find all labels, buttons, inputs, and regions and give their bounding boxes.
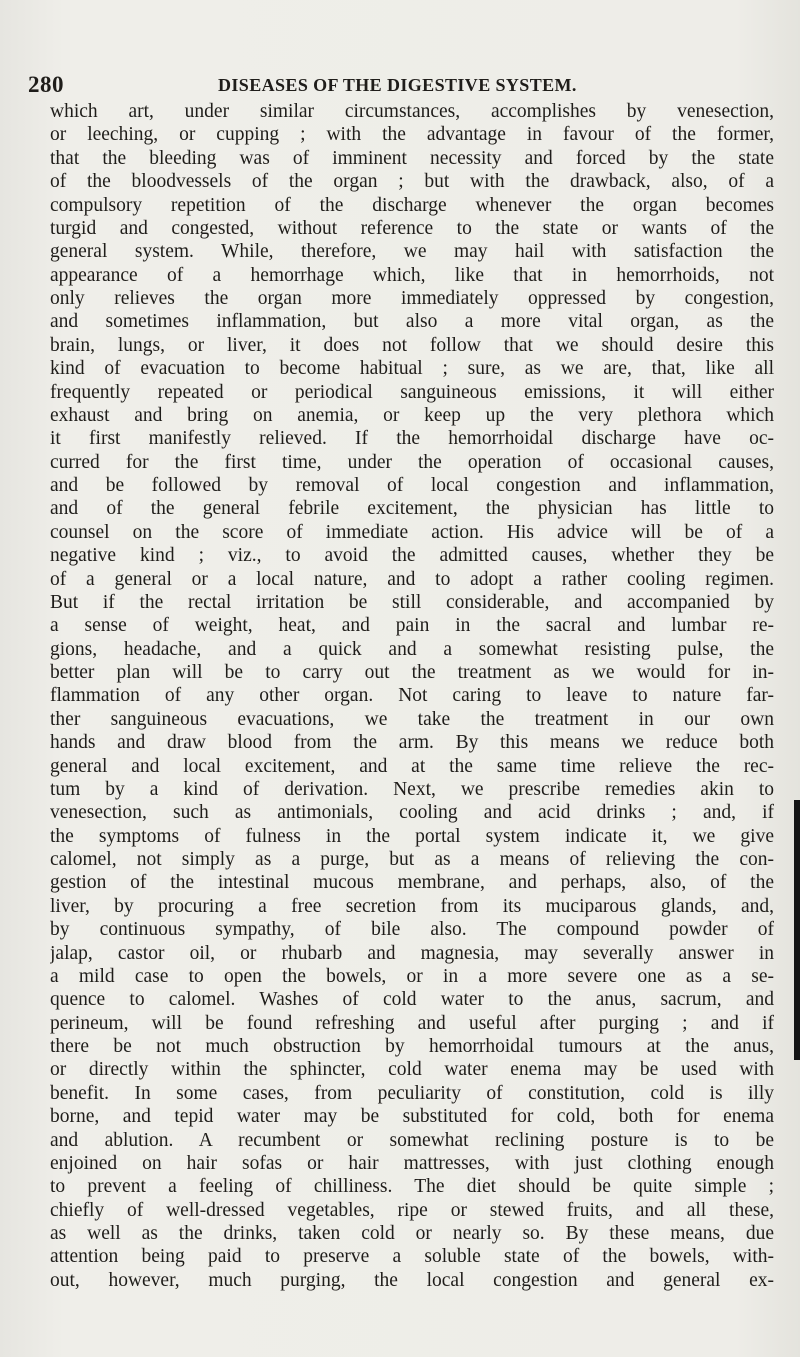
page-number: 280 bbox=[28, 72, 64, 97]
text-line: chiefly of well-dressed vegetables, ripe or stewed fruits, and all these, bbox=[50, 1199, 774, 1221]
text-line: gestion of the intestinal mucous membrane, and perhaps, also, of the bbox=[50, 872, 774, 894]
text-line: kind of evacuation to become habitual ; sure, as we are, that, like all bbox=[50, 358, 774, 380]
text-line: a sense of weight, heat, and pain in the sacral and lumbar re- bbox=[50, 615, 774, 637]
text-line: the symptoms of fulness in the portal system indicate it, we give bbox=[50, 825, 774, 847]
text-line: ther sanguineous evacuations, we take the treatment in our own bbox=[50, 708, 774, 730]
text-line: or directly within the sphincter, cold water enema may be used with bbox=[50, 1059, 774, 1081]
text-line: and sometimes inflammation, but also a more vital organ, as the bbox=[50, 311, 774, 333]
text-line: gions, headache, and a quick and a somewhat resisting pulse, the bbox=[50, 638, 774, 660]
running-head: DISEASES OF THE DIGESTIVE SYSTEM. bbox=[218, 75, 577, 95]
text-line: enjoined on hair sofas or hair mattresses, with just clothing enough bbox=[50, 1152, 774, 1174]
text-line: out, however, much purging, the local congestion and general ex- bbox=[50, 1269, 774, 1291]
text-line: counsel on the score of immediate action. His advice will be of a bbox=[50, 521, 774, 543]
text-line: it first manifestly relieved. If the hemorrhoidal discharge have oc- bbox=[50, 428, 774, 450]
text-line: and ablution. A recumbent or somewhat reclining posture is to be bbox=[50, 1129, 774, 1151]
text-line: But if the rectal irritation be still considerable, and accompanied by bbox=[50, 591, 774, 613]
text-line: exhaust and bring on anemia, or keep up the very plethora which bbox=[50, 404, 774, 426]
text-line: and of the general febrile excitement, the physician has little to bbox=[50, 498, 774, 520]
text-line: a mild case to open the bowels, or in a more severe one as a se- bbox=[50, 965, 774, 987]
text-line: that the bleeding was of imminent necessity and forced by the state bbox=[50, 147, 774, 169]
text-line: hands and draw blood from the arm. By this means we reduce both bbox=[50, 732, 774, 754]
text-line: venesection, such as antimonials, cooling and acid drinks ; and, if bbox=[50, 802, 774, 824]
text-line: liver, by procuring a free secretion from its muciparous glands, and, bbox=[50, 895, 774, 917]
text-line: curred for the first time, under the operation of occasional causes, bbox=[50, 451, 774, 473]
text-line: borne, and tepid water may be substituted for cold, both for enema bbox=[50, 1106, 774, 1128]
text-line: general and local excitement, and at the same time relieve the rec- bbox=[50, 755, 774, 777]
text-line: and be followed by removal of local congestion and inflammation, bbox=[50, 475, 774, 496]
text-line: of a general or a local nature, and to adopt a rather cooling regimen. bbox=[50, 568, 774, 590]
page-header bbox=[28, 72, 768, 102]
text-line: general system. While, therefore, we may hail with satisfaction the bbox=[50, 241, 774, 263]
text-line: tum by a kind of derivation. Next, we prescribe remedies akin to bbox=[50, 778, 774, 800]
text-line: quence to calomel. Washes of cold water to the anus, sacrum, and bbox=[50, 989, 774, 1011]
text-line: attention being paid to preserve a soluble state of the bowels, with- bbox=[50, 1246, 774, 1268]
text-line: compulsory repetition of the discharge whenever the organ becomes bbox=[50, 194, 774, 216]
text-line: there be not much obstruction by hemorrhoidal tumours at the anus, bbox=[50, 1036, 774, 1057]
text-line: frequently repeated or periodical sanguineous emissions, it will either bbox=[50, 381, 774, 403]
page-edge-shadow bbox=[794, 800, 800, 1060]
text-line: benefit. In some cases, from peculiarity of constitution, cold is illy bbox=[50, 1082, 774, 1104]
text-line: of the bloodvessels of the organ ; but with the drawback, also, of a bbox=[50, 171, 774, 193]
text-line: only relieves the organ more immediately oppressed by congestion, bbox=[50, 288, 774, 309]
text-line: negative kind ; viz., to avoid the admitted causes, whether they be bbox=[50, 545, 774, 567]
text-line: which art, under similar circumstances, accomplishes by venesection, bbox=[50, 101, 774, 122]
text-line: perineum, will be found refreshing and useful after purging ; and if bbox=[50, 1012, 774, 1034]
text-line: by continuous sympathy, of bile also. The compound powder of bbox=[50, 919, 774, 941]
text-line: as well as the drinks, taken cold or nearly so. By these means, due bbox=[50, 1223, 774, 1244]
text-line: or leeching, or cupping ; with the advantage in favour of the former, bbox=[50, 124, 774, 146]
text-line: brain, lungs, or liver, it does not follow that we should desire this bbox=[50, 334, 774, 356]
text-line: calomel, not simply as a purge, but as a means of relieving the con- bbox=[50, 849, 774, 870]
text-line: appearance of a hemorrhage which, like that in hemorrhoids, not bbox=[50, 264, 774, 286]
text-line: flammation of any other organ. Not caring to leave to nature far- bbox=[50, 685, 774, 707]
text-line: to prevent a feeling of chilliness. The diet should be quite simple ; bbox=[50, 1176, 774, 1198]
body-text bbox=[50, 100, 774, 1292]
text-line: jalap, castor oil, or rhubarb and magnesia, may severally answer in bbox=[50, 942, 774, 964]
text-line: turgid and congested, without reference to the state or wants of the bbox=[50, 217, 774, 239]
text-line: better plan will be to carry out the treatment as we would for in- bbox=[50, 662, 774, 683]
